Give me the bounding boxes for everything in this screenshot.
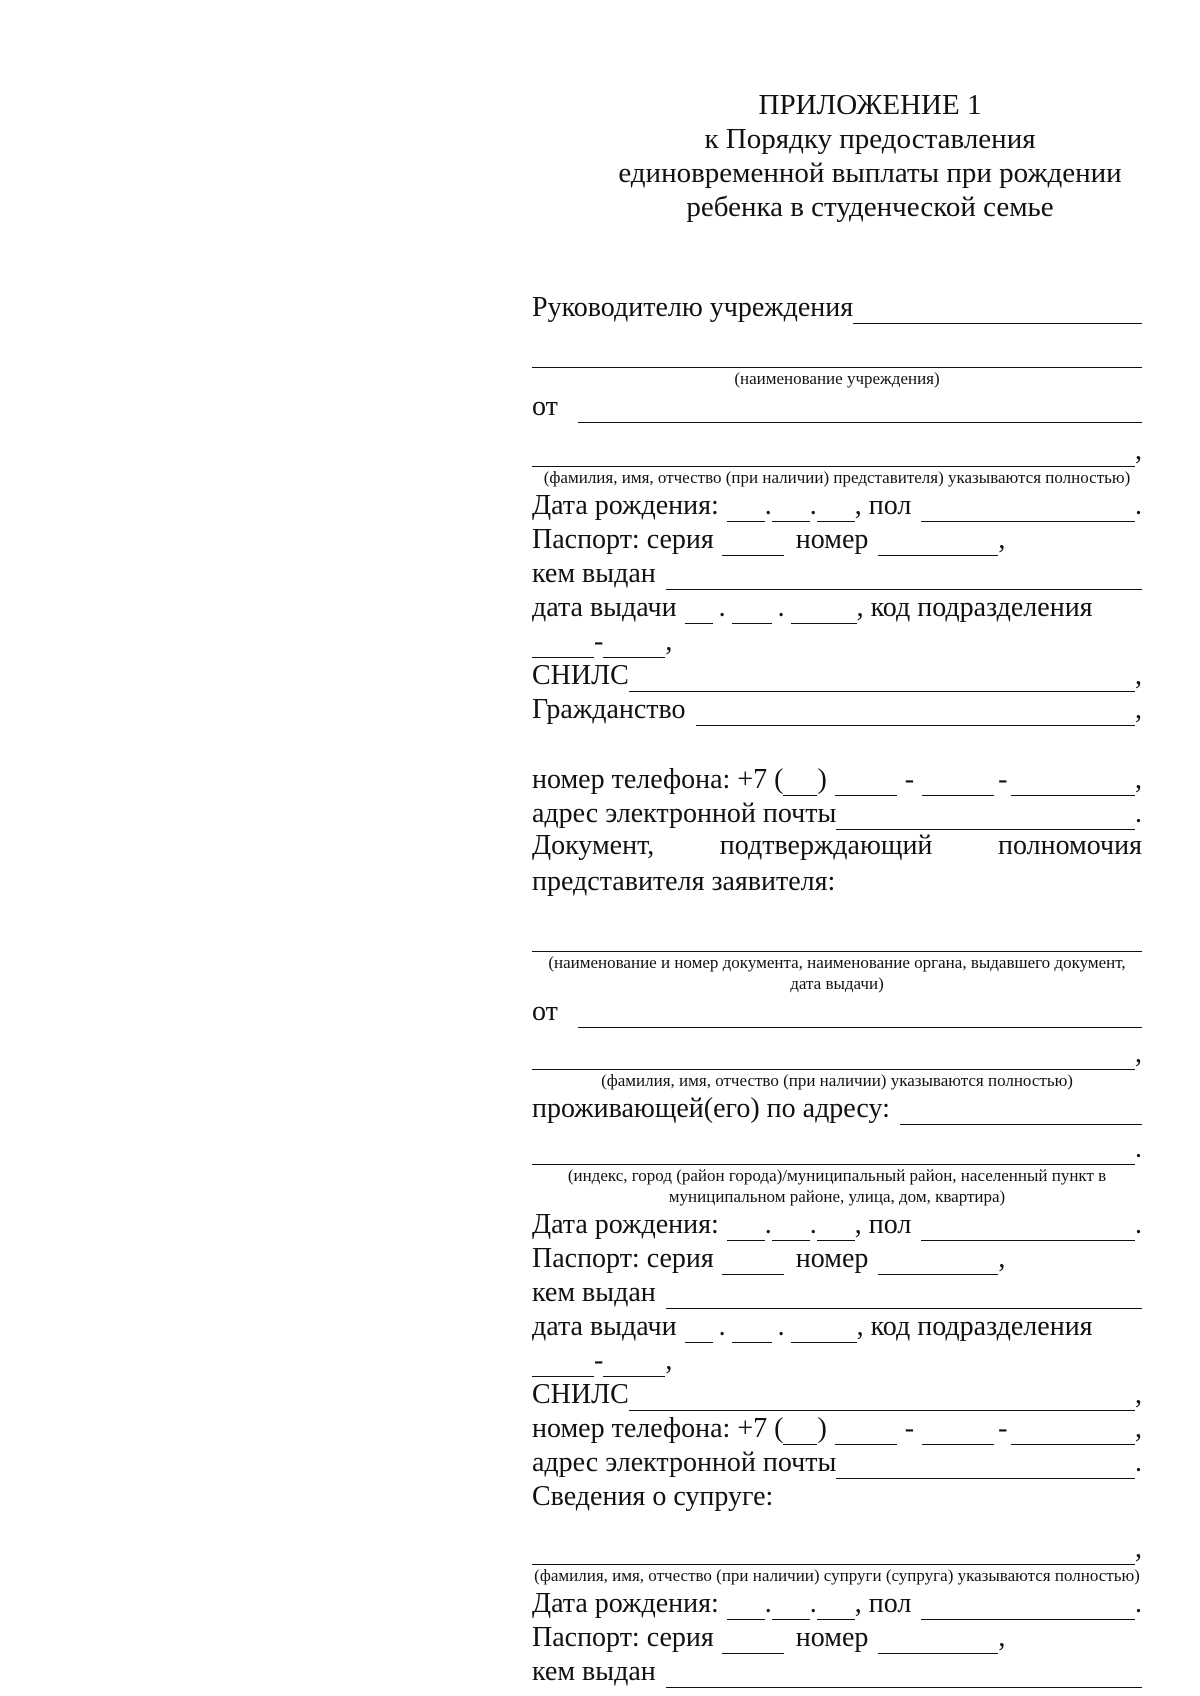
rep-issued-row: кем выдан [532,556,1142,590]
applicant-birth-row: Дата рождения: . . , пол . [532,1209,1142,1240]
applicant-issued-by-field[interactable] [666,1282,1142,1309]
applicant-email-row: адрес электронной почты . [532,1447,1142,1478]
applicant-phone-part1-field[interactable] [835,1418,897,1445]
applicant-passport-number-field[interactable] [878,1248,998,1275]
rep-issue-day-field[interactable] [685,597,713,624]
from-row [532,389,1142,423]
rep-passport-number-field[interactable] [878,529,998,556]
applicant-address-caption: (индекс, город (район города)/муниципальный район, населенный пункт в муниципальном районе, улица, дом, квартира) [567,1166,1107,1206]
applicant-name-field-2[interactable] [532,1043,1135,1070]
applicant-issued-row: кем выдан [532,1275,1142,1309]
rep-document-label-row: Документ, подтверждающий полномочия [532,830,1142,861]
applicant-address-field-2[interactable] [532,1138,1135,1165]
representative-name-field-1[interactable] [578,396,1142,423]
rep-birth-year-field[interactable] [817,495,855,522]
rep-citizenship-field[interactable] [696,699,1135,726]
rep-phone-row: номер телефона: +7 ( ) - - , [532,764,1142,795]
spouse-label-row [532,1479,1142,1513]
applicant-from-row-2: , [532,1028,1142,1070]
application-form [532,290,1142,1688]
spouse-issued-row: кем выдан [532,1654,1142,1688]
applicant-phone-part2-field[interactable] [922,1418,994,1445]
applicant-address-field-1[interactable] [900,1098,1142,1125]
rep-email-field[interactable] [836,803,1135,830]
rep-phone-part3-field[interactable] [1011,769,1135,796]
applicant-phone-part3-field[interactable] [1011,1418,1135,1445]
applicant-address-row-2: . [532,1125,1142,1165]
applicant-passport-series-field[interactable] [722,1248,784,1275]
to-head-label: Руководителю учреждения [532,292,854,323]
applicant-birth-year-field[interactable] [817,1214,855,1241]
rep-snils-field[interactable] [629,665,1135,692]
applicant-snils-row: СНИЛС , [532,1379,1142,1410]
spouse-birth-day-field[interactable] [727,1593,765,1620]
applicant-birth-day-field[interactable] [727,1214,765,1241]
spouse-name-row: , [532,1513,1142,1565]
rep-issue-month-field[interactable] [732,597,772,624]
applicant-issue-month-field[interactable] [732,1316,772,1343]
from-label: от [532,391,558,422]
rep-passport-series-field[interactable] [722,529,784,556]
rep-issue-year-field[interactable] [791,597,857,624]
applicant-issue-year-field[interactable] [791,1316,857,1343]
appendix-subtitle-1: к Порядку предоставления [704,123,1036,155]
rep-citizenship-row: Гражданство , [532,694,1142,725]
applicant-phone-row: номер телефона: +7 ( ) - - , [532,1413,1142,1444]
rep-code-part2-field[interactable] [603,631,665,658]
applicant-from-row: от [532,994,1142,1028]
appendix-subtitle-2: единовременной выплаты при рождении [618,157,1122,189]
rep-birth-row: Дата рождения: . . , пол . [532,490,1142,521]
rep-birth-month-field[interactable] [772,495,810,522]
rep-phone-code-field[interactable] [783,769,817,796]
applicant-name-field-1[interactable] [578,1001,1142,1028]
rep-phone-part2-field[interactable] [922,769,994,796]
applicant-birth-month-field[interactable] [772,1214,810,1241]
applicant-code-part1-field[interactable] [532,1350,594,1377]
spouse-passport-number-field[interactable] [878,1627,998,1654]
institution-caption: (наименование учреждения) [734,369,940,388]
rep-document-label-row-2: представителя заявителя: [532,866,836,897]
rep-email-row: адрес электронной почты . [532,798,1142,829]
applicant-phone-code-field[interactable] [783,1418,817,1445]
rep-document-caption: (наименование и номер документа, наименование органа, выдавшего документ, дата выдачи) [548,953,1126,993]
rep-birth-day-field[interactable] [727,495,765,522]
applicant-code-row: - , [532,1343,1142,1377]
applicant-name-caption: (фамилия, имя, отчество (при наличии) указываются полностью) [601,1071,1073,1090]
applicant-snils-field[interactable] [629,1384,1135,1411]
rep-phone-part1-field[interactable] [835,769,897,796]
spouse-sex-field[interactable] [921,1593,1135,1620]
spouse-passport-series-field[interactable] [722,1627,784,1654]
rep-passport-row: Паспорт: серия номер , [532,524,1006,555]
spouse-name-caption: (фамилия, имя, отчество (при наличии) супруги (супруга) указываются полностью) [534,1566,1140,1585]
spouse-label: Сведения о супруге: [532,1481,774,1512]
rep-sex-field[interactable] [921,495,1135,522]
institution-name-field[interactable] [532,341,1142,368]
rep-snils-row: СНИЛС , [532,660,1142,691]
rep-issue-date-row: дата выдачи . . , код подразделения [532,592,1093,623]
spouse-passport-row: Паспорт: серия номер , [532,1622,1006,1653]
appendix-header [600,88,1140,224]
rep-document-row [532,898,1142,952]
representative-caption: (фамилия, имя, отчество (при наличии) представителя) указываются полностью) [543,468,1131,487]
applicant-issue-date-row: дата выдачи . . , код подразделения [532,1311,1093,1342]
spouse-birth-month-field[interactable] [772,1593,810,1620]
applicant-issue-day-field[interactable] [685,1316,713,1343]
spouse-name-field[interactable] [532,1538,1135,1565]
rep-code-row: - , [532,624,1142,658]
spouse-birth-row: Дата рождения: . . , пол . [532,1588,1142,1619]
from-row-2: , [532,423,1142,467]
institution-head-row [532,290,1142,324]
representative-name-field-2[interactable] [532,440,1135,467]
applicant-email-field[interactable] [836,1452,1135,1479]
applicant-sex-field[interactable] [921,1214,1135,1241]
appendix-title: ПРИЛОЖЕНИЕ 1 [758,89,982,121]
rep-document-field[interactable] [532,925,1142,952]
institution-head-field[interactable] [853,297,1142,324]
rep-issued-by-field[interactable] [666,563,1142,590]
applicant-address-row: проживающей(его) по адресу: [532,1091,1142,1125]
rep-code-part1-field[interactable] [532,631,594,658]
applicant-code-part2-field[interactable] [603,1350,665,1377]
appendix-subtitle-3: ребенка в студенческой семье [686,191,1054,223]
institution-name-row [532,324,1142,368]
applicant-passport-row: Паспорт: серия номер , [532,1243,1006,1274]
spouse-issued-by-field[interactable] [666,1661,1142,1688]
spouse-birth-year-field[interactable] [817,1593,855,1620]
